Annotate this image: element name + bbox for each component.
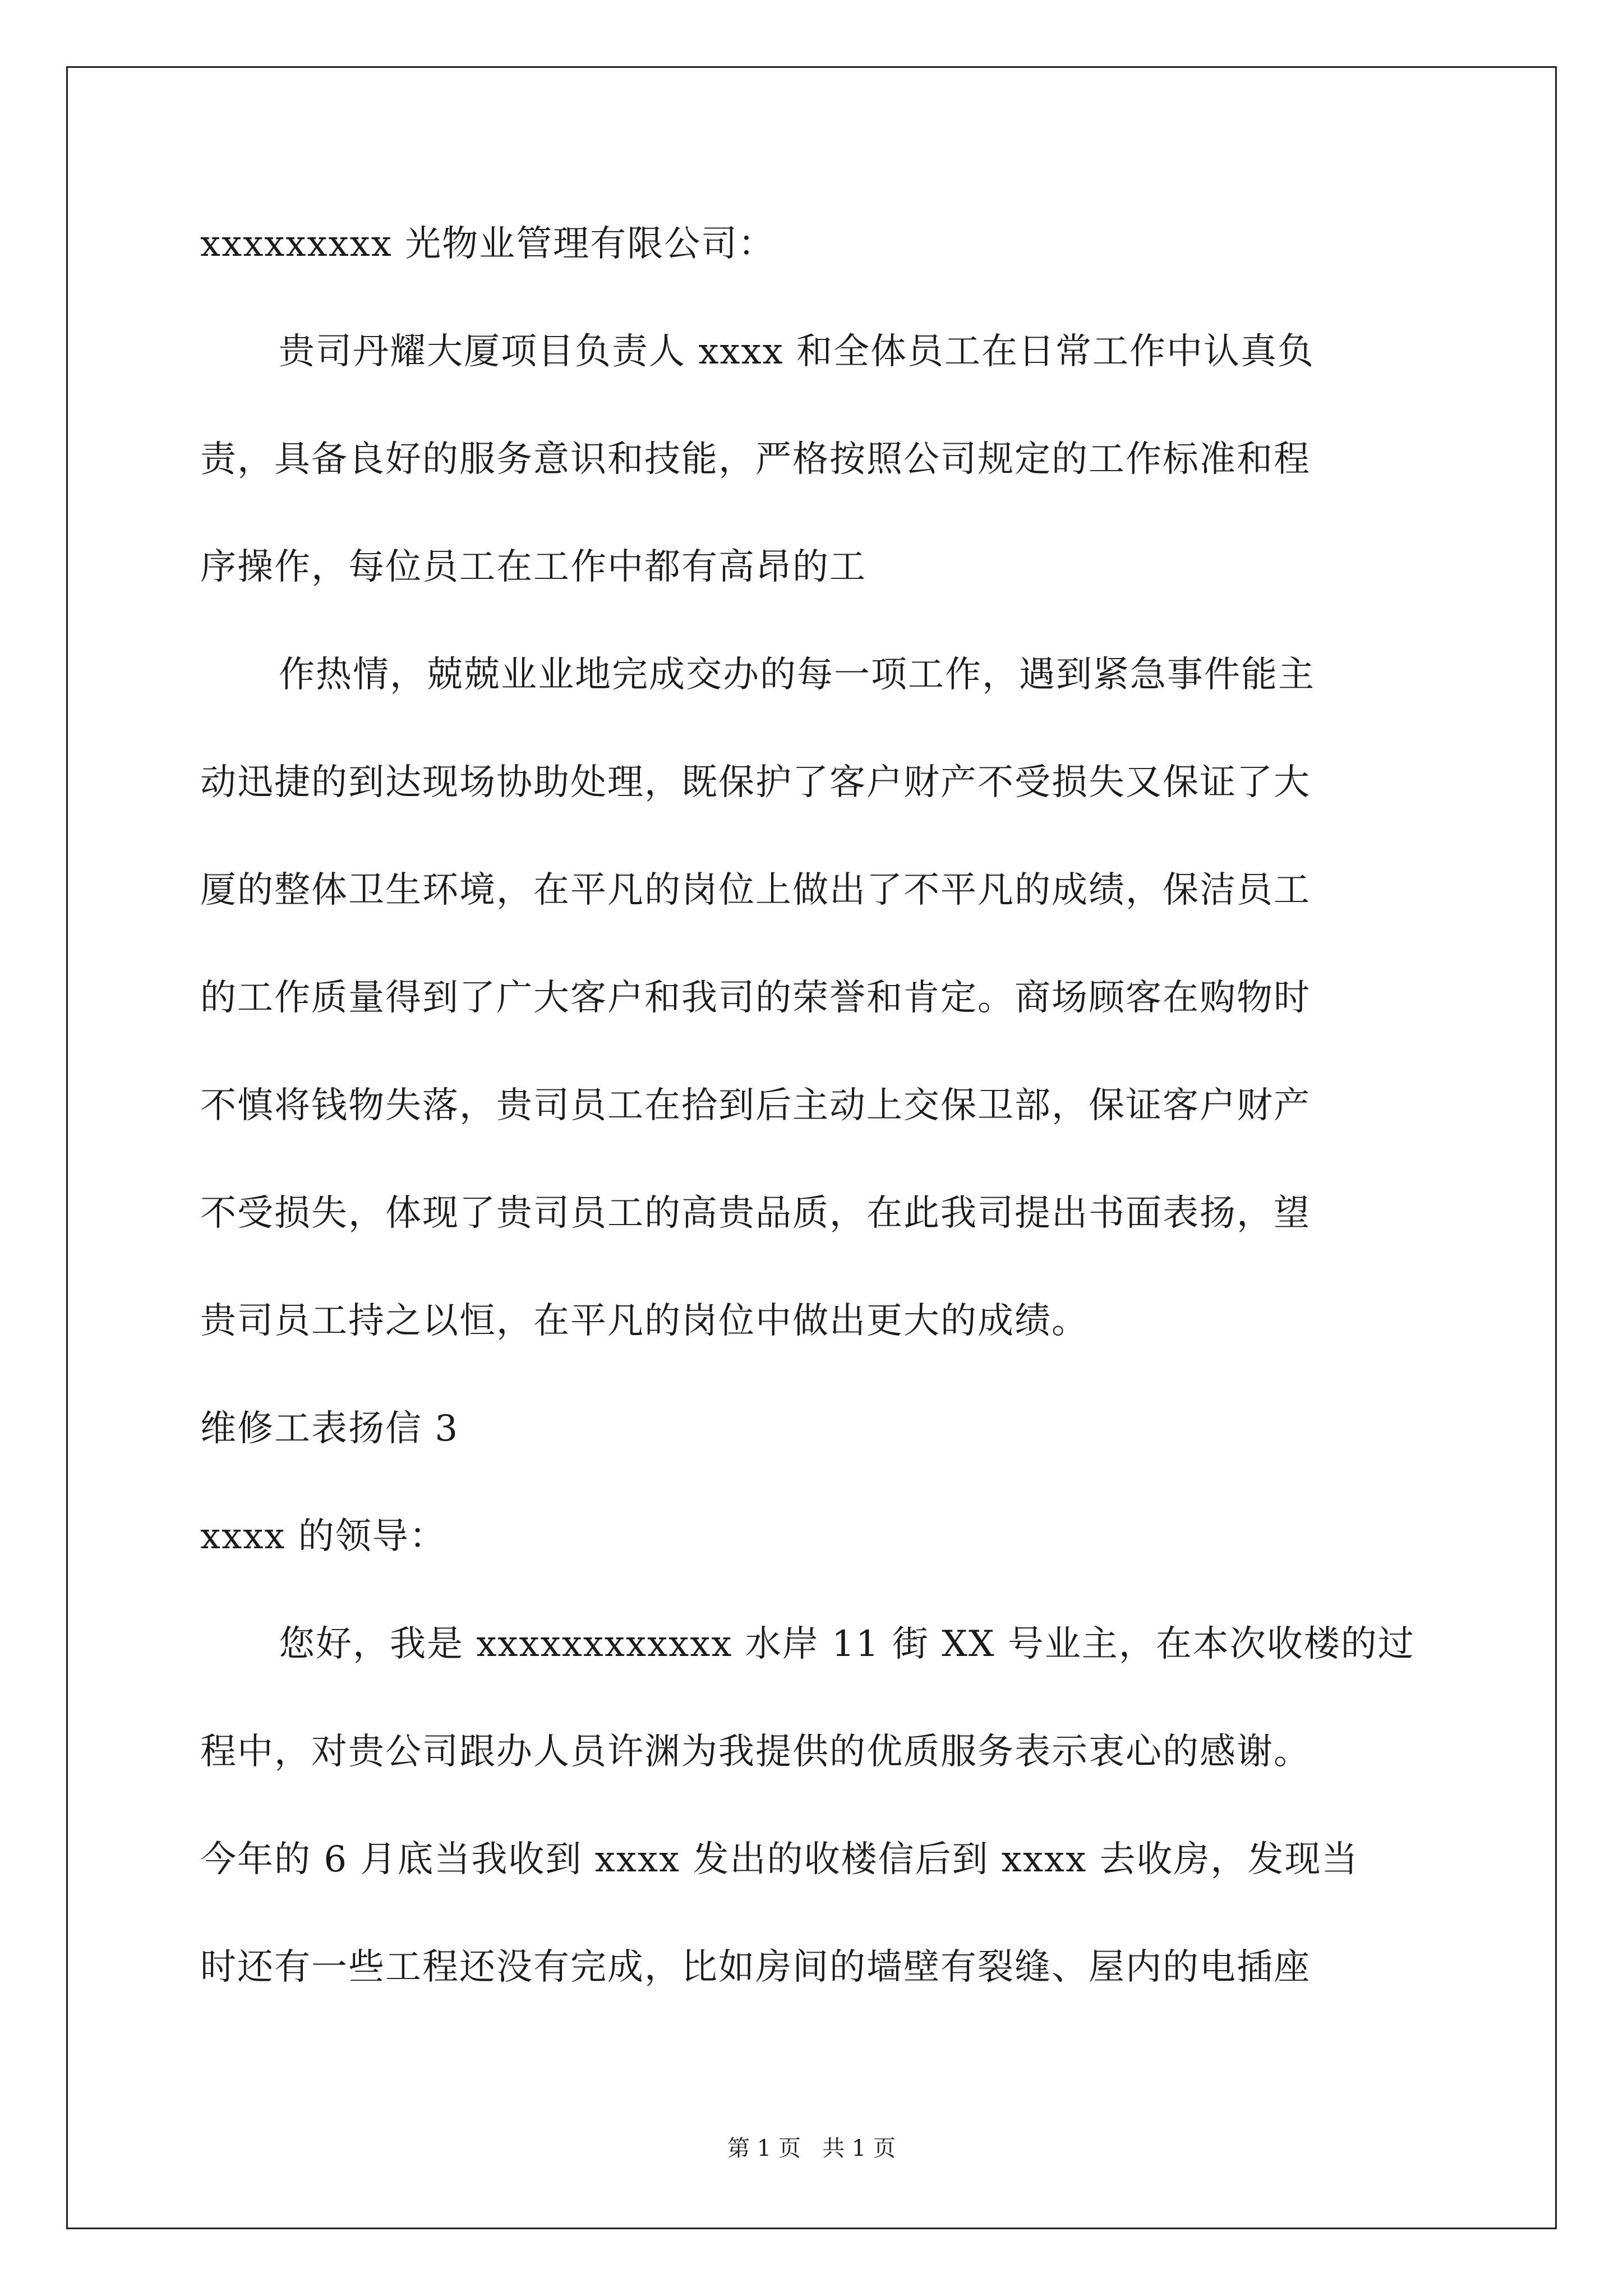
paragraph-line: 贵司丹耀大厦项目负责人 xxxx 和全体员工在日常工作中认真负 [279,331,1315,372]
salutation-line: xxxxxxxxx 光物业管理有限公司： [200,223,776,265]
paragraph-line: 责，具备良好的服务意识和技能，严格按照公司规定的工作标准和程 [200,439,1311,480]
paragraph-line: 今年的 6 月底当我收到 xxxx 发出的收楼信后到 xxxx 去收房，发现当 [200,1839,1359,1880]
page-number: 第 1 页 共 1 页 [727,2136,896,2161]
paragraph-line: 程中，对贵公司跟办人员许渊为我提供的优质服务表示衷心的感谢。 [200,1731,1311,1773]
paragraph-line: 厦的整体卫生环境，在平凡的岗位上做出了不平凡的成绩，保洁员工 [200,869,1311,911]
paragraph-line: 作热情，兢兢业业地完成交办的每一项工作，遇到紧急事件能主 [279,654,1315,696]
paragraph-line: 序操作，每位员工在工作中都有高昂的工 [200,546,866,588]
paragraph-line: 动迅捷的到达现场协助处理，既保护了客户财产不受损失又保证了大 [200,762,1311,803]
paragraph-line: 您好，我是 xxxxxxxxxxxx 水岸 11 街 XX 号业主，在本次收楼的过 [279,1623,1415,1665]
paragraph-line: 贵司员工持之以恒，在平凡的岗位中做出更大的成绩。 [200,1300,1089,1342]
paragraph-line: 不慎将钱物失落，贵司员工在拾到后主动上交保卫部，保证客户财产 [200,1085,1311,1126]
page-border [66,66,1557,2229]
salutation-line: xxxx 的领导： [200,1516,446,1557]
paragraph-line: 时还有一些工程还没有完成，比如房间的墙壁有裂缝、屋内的电插座 [200,1947,1311,1988]
paragraph-line: 不受损失，体现了贵司员工的高贵品质，在此我司提出书面表扬，望 [200,1193,1311,1234]
section-heading: 维修工表扬信 3 [200,1408,459,1450]
paragraph-line: 的工作质量得到了广大客户和我司的荣誉和肯定。商场顾客在购物时 [200,977,1311,1019]
